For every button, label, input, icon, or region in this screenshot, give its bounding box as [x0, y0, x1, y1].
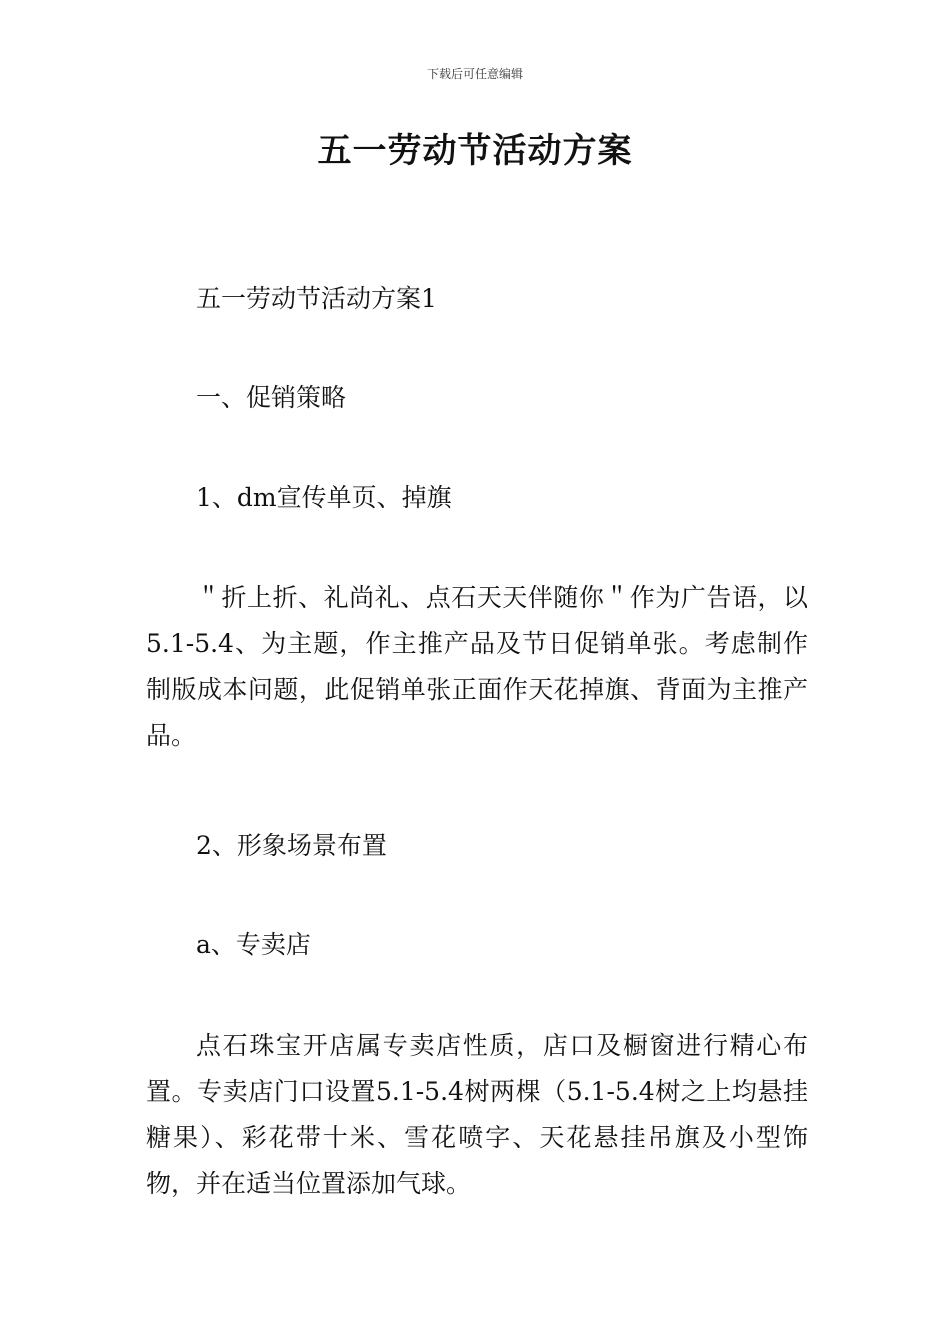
- document-title: 五一劳动节活动方案: [317, 131, 633, 171]
- item2-heading: 2、形象场景布置: [196, 831, 387, 860]
- section-heading-promo-strategy: 一、促销策略: [196, 383, 347, 412]
- item2a-heading: a、专卖店: [196, 930, 311, 959]
- item1-paragraph: ＂折上折、礼尚礼、点石天天伴随你＂作为广告语，以5.1-5.4、为主题，作主推产品及节日促销单张。考虑制作制版成本问题，此促销单张正面作天花掉旗、背面为主推产品。: [146, 583, 808, 750]
- plan-heading: 五一劳动节活动方案1: [196, 284, 437, 313]
- item2a-paragraph: 点石珠宝开店属专卖店性质，店口及橱窗进行精心布置。专卖店门口设置5.1-5.4树两棵（5.1-5.4树之上均悬挂糖果）、彩花带十米、雪花喷字、天花悬挂吊旗及小型饰物，并在适当位置添加气球。: [146, 1031, 808, 1198]
- header-note: 下载后可任意编辑: [426, 67, 523, 81]
- item1-heading: 1、dm宣传单页、掉旗: [196, 483, 452, 512]
